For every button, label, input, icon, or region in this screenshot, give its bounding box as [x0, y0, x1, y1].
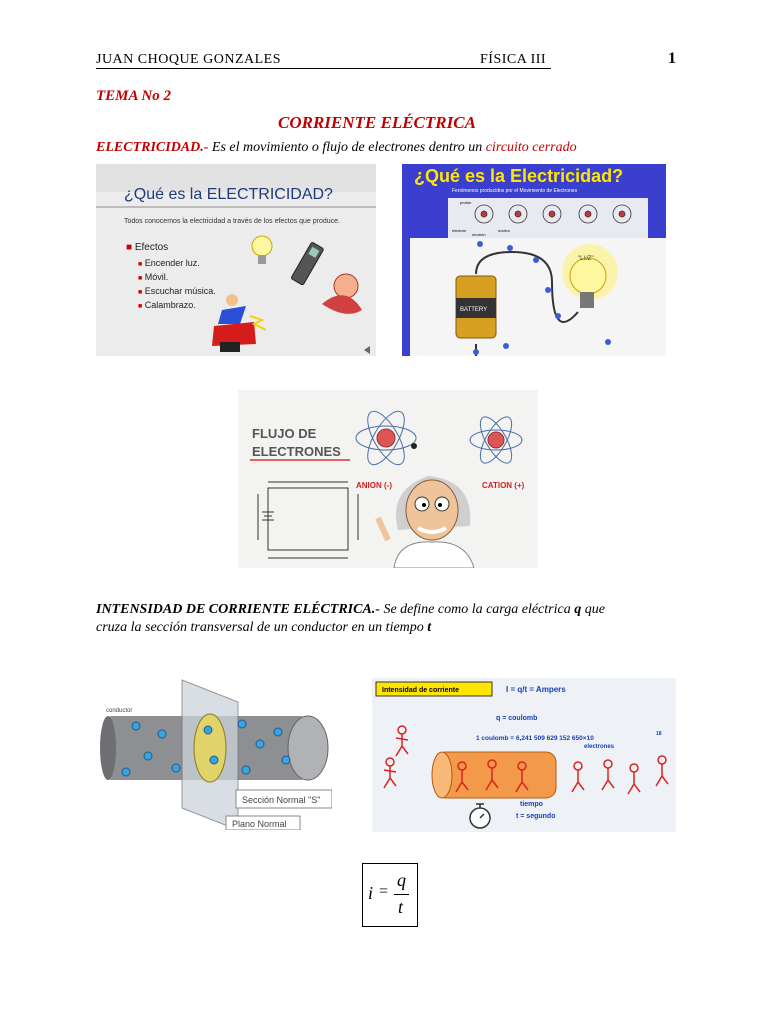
- svg-text:núcleo: núcleo: [498, 228, 510, 233]
- fraction-bar: [394, 894, 409, 895]
- formula-numerator: q: [397, 870, 406, 890]
- intensidad-box-label: Intensidad de corriente: [382, 687, 460, 694]
- slide-que-es-electricidad: [96, 164, 376, 356]
- formula-equals: =: [379, 883, 389, 900]
- plano-normal-label: Plano Normal: [232, 819, 287, 829]
- circuito-cerrado-link: circuito cerrado: [485, 140, 577, 155]
- header-author: JUAN CHOQUE GONZALES: [96, 52, 281, 67]
- scientist-icon: [378, 476, 474, 568]
- svg-text:"LUZ": "LUZ": [578, 256, 594, 262]
- svg-text:BATTERY: BATTERY: [460, 307, 488, 313]
- electricidad-definition: [96, 140, 577, 156]
- stopwatch-icon: [470, 804, 490, 828]
- coulomb-unit: q = coulomb: [496, 715, 538, 722]
- coulomb-definition: 1 coulomb = 6,241 509 629 152 650×10: [476, 735, 594, 742]
- flujo-title-line1: FLUJO DE: [252, 426, 317, 441]
- header-rule: [96, 68, 551, 69]
- list-item: ■ Escuchar música.: [138, 286, 216, 296]
- mobile-phone-icon: [291, 242, 324, 285]
- intensidad-term: INTENSIDAD DE CORRIENTE ELÉCTRICA.-: [96, 602, 380, 617]
- slide-que-es-la-electricidad: [402, 164, 666, 356]
- anion-atom-icon: [356, 406, 416, 470]
- cation-atom-icon: [470, 412, 522, 467]
- electricidad-text: Es el movimiento o flujo de electrones dentro un: [211, 140, 483, 155]
- tema-label: TEMA No 2: [96, 88, 172, 104]
- play-icon: [364, 346, 370, 354]
- slide1-title: ¿Qué es la ELECTRICIDAD?: [124, 186, 333, 203]
- formula-i: i: [368, 883, 374, 903]
- slide1-illustrations: [206, 224, 376, 356]
- lightbulb-icon: [252, 236, 272, 264]
- formula-denominator: t: [398, 897, 404, 917]
- list-item: ■ Calambrazo.: [138, 300, 196, 310]
- page-title: CORRIENTE ELÉCTRICA: [278, 113, 476, 132]
- music-listener-icon: [322, 274, 362, 314]
- tiempo-label: tiempo: [520, 801, 543, 808]
- seccion-normal-label: Sección Normal "S": [242, 795, 321, 805]
- slide2-title: ¿Qué es la Electricidad?: [414, 166, 624, 186]
- page-number: 1: [668, 50, 676, 67]
- list-item: ■ Móvil.: [138, 272, 169, 282]
- electricidad-term: ELECTRICIDAD.-: [96, 140, 209, 155]
- svg-text:protón: protón: [460, 200, 472, 205]
- conductor-cross-section-figure: [96, 672, 332, 830]
- cation-label: CATION (+): [482, 481, 525, 490]
- slide2-subtitle: Fenómenos producidos por el Movimiento de Electrones: [452, 188, 578, 194]
- formula-box: [362, 863, 418, 927]
- intensidad-definition: INTENSIDAD DE CORRIENTE ELÉCTRICA.- Se define como la carga eléctrica q que cruza la sección transversal de un conductor en un tiempo t: [96, 602, 605, 635]
- formula-ampers: I = q/t = Ampers: [506, 685, 566, 694]
- header-course: FÍSICA III: [480, 52, 547, 67]
- electric-shock-icon: [212, 294, 266, 352]
- flujo-title-line2: ELECTRONES: [252, 444, 341, 459]
- electrones-label: electrones: [584, 744, 615, 750]
- tiempo-symbol: t: [427, 620, 432, 635]
- slide1-heading: ■ Efectos: [126, 242, 169, 253]
- intensidad-corriente-illustration: [372, 678, 676, 832]
- segundo-unit: t = segundo: [516, 813, 556, 820]
- svg-text:neutrón: neutrón: [472, 232, 486, 237]
- flujo-electrones-illustration: [238, 390, 538, 568]
- circuit-diagram-icon: [258, 482, 358, 558]
- coulomb-exponent: 18: [656, 731, 662, 737]
- slide2-circuit: [402, 192, 666, 356]
- carga-symbol: q: [574, 602, 582, 617]
- list-item: ■ Encender luz.: [138, 258, 200, 268]
- anion-label: ANION (-): [356, 481, 392, 490]
- conductor-label: conductor: [106, 708, 133, 714]
- svg-text:electrón: electrón: [452, 228, 467, 233]
- slide1-intro: Todos conocemos la electricidad a través de los efectos que produce.: [124, 218, 340, 225]
- slide1-list: [138, 257, 216, 313]
